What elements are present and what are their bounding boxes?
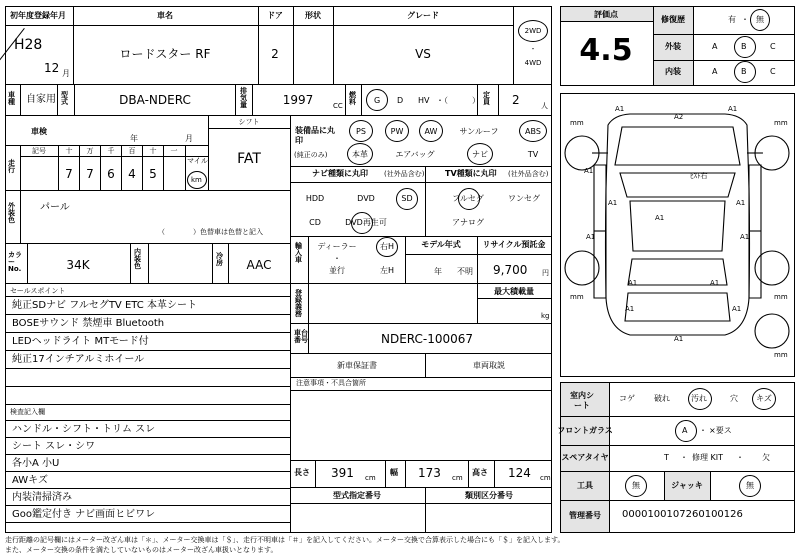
mark-3: A1 (584, 167, 594, 175)
color-no-label: カラーNo. (8, 251, 22, 273)
chassis-label: 車台番号 (294, 329, 308, 344)
grade-value: VS (415, 47, 431, 61)
length-label: 長さ (294, 468, 310, 477)
equip-leather: 本革 (352, 150, 368, 159)
year-label: 初年度登録年月 (10, 11, 66, 20)
equip-pw: PW (390, 127, 404, 136)
mark-0: A2 (674, 113, 684, 121)
sales-point-2: BOSEサウンド 禁煙車 Bluetooth (12, 318, 165, 329)
fuel-g-circle (366, 89, 388, 111)
seat-koge: コゲ (619, 394, 635, 403)
equip-abs: ABS (525, 127, 541, 136)
navi-sd: SD (401, 194, 413, 203)
mark-2: A1 (728, 105, 738, 113)
height-unit: cm (540, 474, 551, 482)
inspector-label: 検査記入欄 (10, 408, 45, 416)
interior-a: A (712, 67, 718, 76)
grade-label: グレード (407, 11, 439, 20)
tools-none: 無 (632, 481, 640, 490)
km-circle (187, 171, 207, 189)
repair-yes: 有 (728, 15, 736, 24)
tv-analog: アナログ (452, 218, 484, 227)
car-name: ロードスター RF (119, 47, 211, 61)
spare-t: T (664, 453, 669, 462)
shaken-month: 月 (185, 134, 193, 143)
mark-9: A1 (625, 305, 635, 313)
unit-3: 百 (128, 147, 136, 155)
interior-b-circle (734, 61, 756, 83)
chassis-number: NDERC-100067 (381, 332, 474, 346)
digit-1: 7 (86, 167, 94, 181)
sales-point-1: 純正SDナビ フルセグTV ETC 本革シート (12, 300, 197, 311)
unit-2: 千 (107, 147, 115, 155)
inspector-line-6: Goo鑑定付き ナビ画面ヒビワレ (12, 509, 156, 520)
manual-label: 車両取説 (473, 361, 505, 370)
notice-label: 注意事項・不具合箇所 (296, 379, 366, 387)
width-unit: cm (452, 474, 463, 482)
mile-unit: マイル (187, 157, 208, 165)
model-label: 型式 (61, 91, 68, 106)
exterior-a: A (712, 42, 718, 51)
fuel-d: D (397, 96, 404, 105)
capacity: 2 (512, 93, 520, 107)
car-trunk (625, 293, 730, 321)
recycle-label: リサイクル預託金 (482, 240, 546, 249)
import-right-circle (376, 237, 398, 257)
navi-dvd: DVD (357, 194, 375, 203)
spare-repair-kit: 修理 KIT (692, 453, 724, 462)
unit-1: 万 (86, 147, 94, 155)
model-year-unknown: 不明 (457, 267, 473, 276)
mark-5: A1 (736, 199, 746, 207)
seat-dirt-circle (688, 388, 712, 410)
mark-8: A1 (740, 233, 750, 241)
recycle-unit: 円 (542, 269, 549, 277)
interior-label: 内装 (665, 67, 681, 76)
mileage-kigou: 記号 (32, 147, 46, 155)
fuel-g: G (374, 96, 381, 105)
door-count: 2 (271, 47, 279, 61)
exterior-c: C (770, 42, 776, 51)
car-hood (615, 127, 740, 165)
drive-dot: ・ (529, 45, 537, 53)
ac-label: 冷房 (216, 252, 223, 267)
mark-14: ﾋｽﾄ右 (690, 172, 708, 180)
equip-ps-circle (349, 120, 373, 142)
equip-leather-circle (347, 143, 373, 165)
digit-0: 7 (65, 167, 73, 181)
sales-point-4: 純正17インチアルミホイール (12, 354, 145, 365)
import-right: 右H (379, 242, 395, 251)
import-dot: ・ (333, 254, 341, 263)
jack-label: ジャッキ (671, 481, 703, 490)
wheel-spare (755, 314, 789, 348)
navi-dvd-play-circle (351, 212, 373, 234)
mark-6: A1 (655, 214, 665, 222)
unit-4: 十 (149, 147, 157, 155)
windshield-a-circle (675, 420, 697, 442)
shaken-label: 車検 (31, 127, 47, 136)
repair-label: 修復歴 (661, 15, 685, 24)
exterior-b: B (741, 42, 747, 51)
spare-dot2: ・ (736, 453, 744, 462)
shift-label: シフト (238, 118, 260, 126)
tv-oneseg: ワンセグ (508, 194, 540, 203)
equip-aw-circle (419, 120, 443, 142)
mm-fr: mm (774, 119, 788, 127)
exterior-label: 外装 (665, 42, 681, 51)
navi-hdd: HDD (305, 194, 325, 203)
control-number-label: 管理番号 (569, 511, 601, 520)
equip-sunroof: サンルーフ (459, 127, 499, 136)
sales-points-label: セールスポイント (10, 287, 66, 295)
fuel-hv: HV (418, 96, 430, 105)
navi-dvd-play: DVD再生可 (345, 218, 387, 227)
equip-navi: ナビ (472, 150, 488, 159)
ac-value: AAC (246, 258, 272, 272)
tv-fullseg: フルセグ (452, 194, 484, 203)
navi-cd: CD (309, 218, 321, 227)
model-year-label: モデル年式 (421, 240, 461, 249)
interior-c: C (770, 67, 776, 76)
equip-airbag: エアバッグ (395, 150, 435, 159)
mark-10: A1 (732, 305, 742, 313)
name-label: 車名 (157, 11, 173, 20)
windshield-replace: ×要ス (709, 426, 732, 435)
tv-types-note: (社外品含む) (508, 170, 549, 178)
type-label: 車種 (8, 91, 15, 106)
displacement: 1997 (282, 93, 314, 107)
navi-types-note: (社外品含む) (384, 170, 425, 178)
person-unit: 人 (541, 102, 548, 110)
length-unit: cm (365, 474, 376, 482)
fuel-other: ・（ ） (436, 96, 480, 105)
windshield-label: フロントガラス (557, 426, 613, 435)
drive-2wd-circle (518, 20, 548, 42)
mm-fl: mm (570, 119, 584, 127)
sales-point-3: LEDヘッドライト MTモード付 (12, 336, 149, 347)
mark-11: A1 (674, 335, 684, 343)
jack-none: 無 (746, 481, 754, 490)
car-diagram (560, 93, 795, 377)
tools-label: 工具 (577, 481, 593, 490)
width-value: 173 (418, 466, 441, 480)
max-load-unit: kg (541, 312, 550, 320)
equip-tv: TV (527, 150, 539, 159)
equip-pw-circle (385, 120, 409, 142)
color-no: 34K (66, 258, 90, 272)
import-parallel: 並行 (329, 266, 345, 275)
repair-dot: ・ (741, 15, 749, 24)
drive-4wd: 4WD (524, 59, 542, 67)
warranty-label: 新車保証書 (337, 361, 377, 370)
footer-line-2: また、メーター交換の条件を満たしていないものはメーター改ざん車扱いとなります。 (5, 546, 278, 554)
seat-dirt: 汚れ (691, 394, 707, 403)
spare-none: 欠 (762, 453, 770, 462)
seat-tear: 破れ (654, 394, 670, 403)
mark-12: A1 (628, 279, 638, 287)
repair-no-circle (750, 9, 770, 31)
capacity-label: 定員 (483, 91, 490, 106)
tv-fullseg-circle (458, 188, 480, 210)
mm-rr: mm (774, 293, 788, 301)
equip-navi-circle (467, 143, 493, 165)
month-unit: 月 (62, 69, 70, 78)
mm-sp: mm (774, 351, 788, 359)
spare-label: スペアタイヤ (561, 453, 609, 462)
equip-abs-circle (519, 120, 547, 142)
score-label: 評価点 (594, 10, 618, 19)
height-label: 高さ (472, 468, 488, 477)
navi-types-title: ナビ種類に丸印 (312, 169, 368, 178)
type-designation-label: 型式指定番号 (333, 491, 381, 500)
car-windshield (620, 173, 735, 197)
import-label: 輸入車 (295, 242, 302, 264)
control-number: 0000100107260100126 (622, 509, 743, 520)
digit-3: 4 (128, 167, 136, 181)
repair-no: 無 (756, 15, 764, 24)
mark-13: A1 (710, 279, 720, 287)
mileage-label: 走行 (8, 159, 15, 174)
unit-5: 一 (170, 147, 178, 155)
equipment-title: 装備品に丸印 (295, 126, 335, 146)
color-change-note: （ ）色替車は色替と記入 (158, 228, 263, 236)
spare-dot: ・ (680, 453, 688, 462)
mark-4: A1 (608, 199, 618, 207)
shape-label: 形状 (305, 11, 321, 20)
interior-b: B (741, 67, 747, 76)
tools-none-circle (625, 475, 647, 497)
equip-ps: PS (356, 127, 366, 136)
exterior-b-circle (734, 36, 756, 58)
mark-7: A1 (586, 233, 596, 241)
inspector-line-4: AWキズ (12, 475, 48, 486)
registration-label: 登録義務 (295, 289, 302, 318)
category-number-label: 類別区分番号 (465, 491, 513, 500)
model-year-unit: 年 (434, 267, 442, 276)
navi-sd-circle (396, 188, 418, 210)
door-label: ドア (267, 11, 283, 20)
cc-unit: CC (333, 102, 343, 110)
mark-1: A1 (615, 105, 625, 113)
jack-none-circle (739, 475, 761, 497)
shift-value: FAT (237, 151, 261, 167)
seat-scratch: キズ (756, 394, 772, 403)
tv-types-title: TV種類に丸印 (445, 169, 497, 178)
first-reg-month: 12 (44, 61, 60, 75)
car-roof (630, 201, 725, 251)
first-reg-year: H28 (14, 37, 43, 53)
unit-0: 十 (65, 147, 73, 155)
footer-line-1: 走行距離の記号欄にはメーター改ざん車は「＊」、メーター交換車は「＄」、走行不明車は「＃」を記入してください。メーター交換で合算表示した場合にも「＄」を記入します。 (5, 536, 565, 544)
windshield-a: A (682, 426, 688, 435)
vehicle-type: 自家用 (26, 94, 56, 105)
recycle-value: 9,700 (493, 263, 528, 277)
model-code: DBA-NDERC (119, 93, 191, 107)
max-load-label: 最大積載量 (494, 287, 534, 296)
shaken-year: 年 (130, 134, 138, 143)
drive-2wd: 2WD (524, 27, 542, 35)
seat-hole: 穴 (730, 394, 738, 403)
inspector-line-1: ハンドル・シフト・トリム スレ (12, 424, 156, 435)
digit-4: 5 (149, 167, 157, 181)
displacement-label: 排気量 (240, 87, 247, 109)
mm-rl: mm (570, 293, 584, 301)
inspector-line-5: 内装清掃済み (12, 492, 72, 503)
windshield-dot: ・ (699, 426, 707, 435)
inspector-line-3: 各小A 小U (12, 458, 60, 469)
fuel-label: 燃料 (349, 91, 356, 106)
color-value: パール (40, 202, 70, 213)
seat-scratch-circle (752, 388, 776, 410)
color-label: 外装色 (8, 202, 15, 224)
width-label: 幅 (390, 468, 398, 477)
inspector-line-2: シート スレ・シワ (12, 441, 96, 452)
import-left: 左H (379, 266, 395, 275)
length-value: 391 (331, 466, 354, 480)
km-unit: km (191, 176, 202, 184)
int-color-label: 内装色 (134, 248, 141, 270)
equip-aw: AW (424, 127, 438, 136)
seat-label: 室内シート (570, 391, 594, 411)
import-dealer: ディーラー (317, 242, 357, 251)
score-value: 4.5 (579, 33, 633, 68)
wheel-rear-right (755, 251, 789, 285)
equipment-note: (純正のみ) (294, 151, 328, 159)
digit-2: 6 (107, 167, 115, 181)
height-value: 124 (508, 466, 531, 480)
